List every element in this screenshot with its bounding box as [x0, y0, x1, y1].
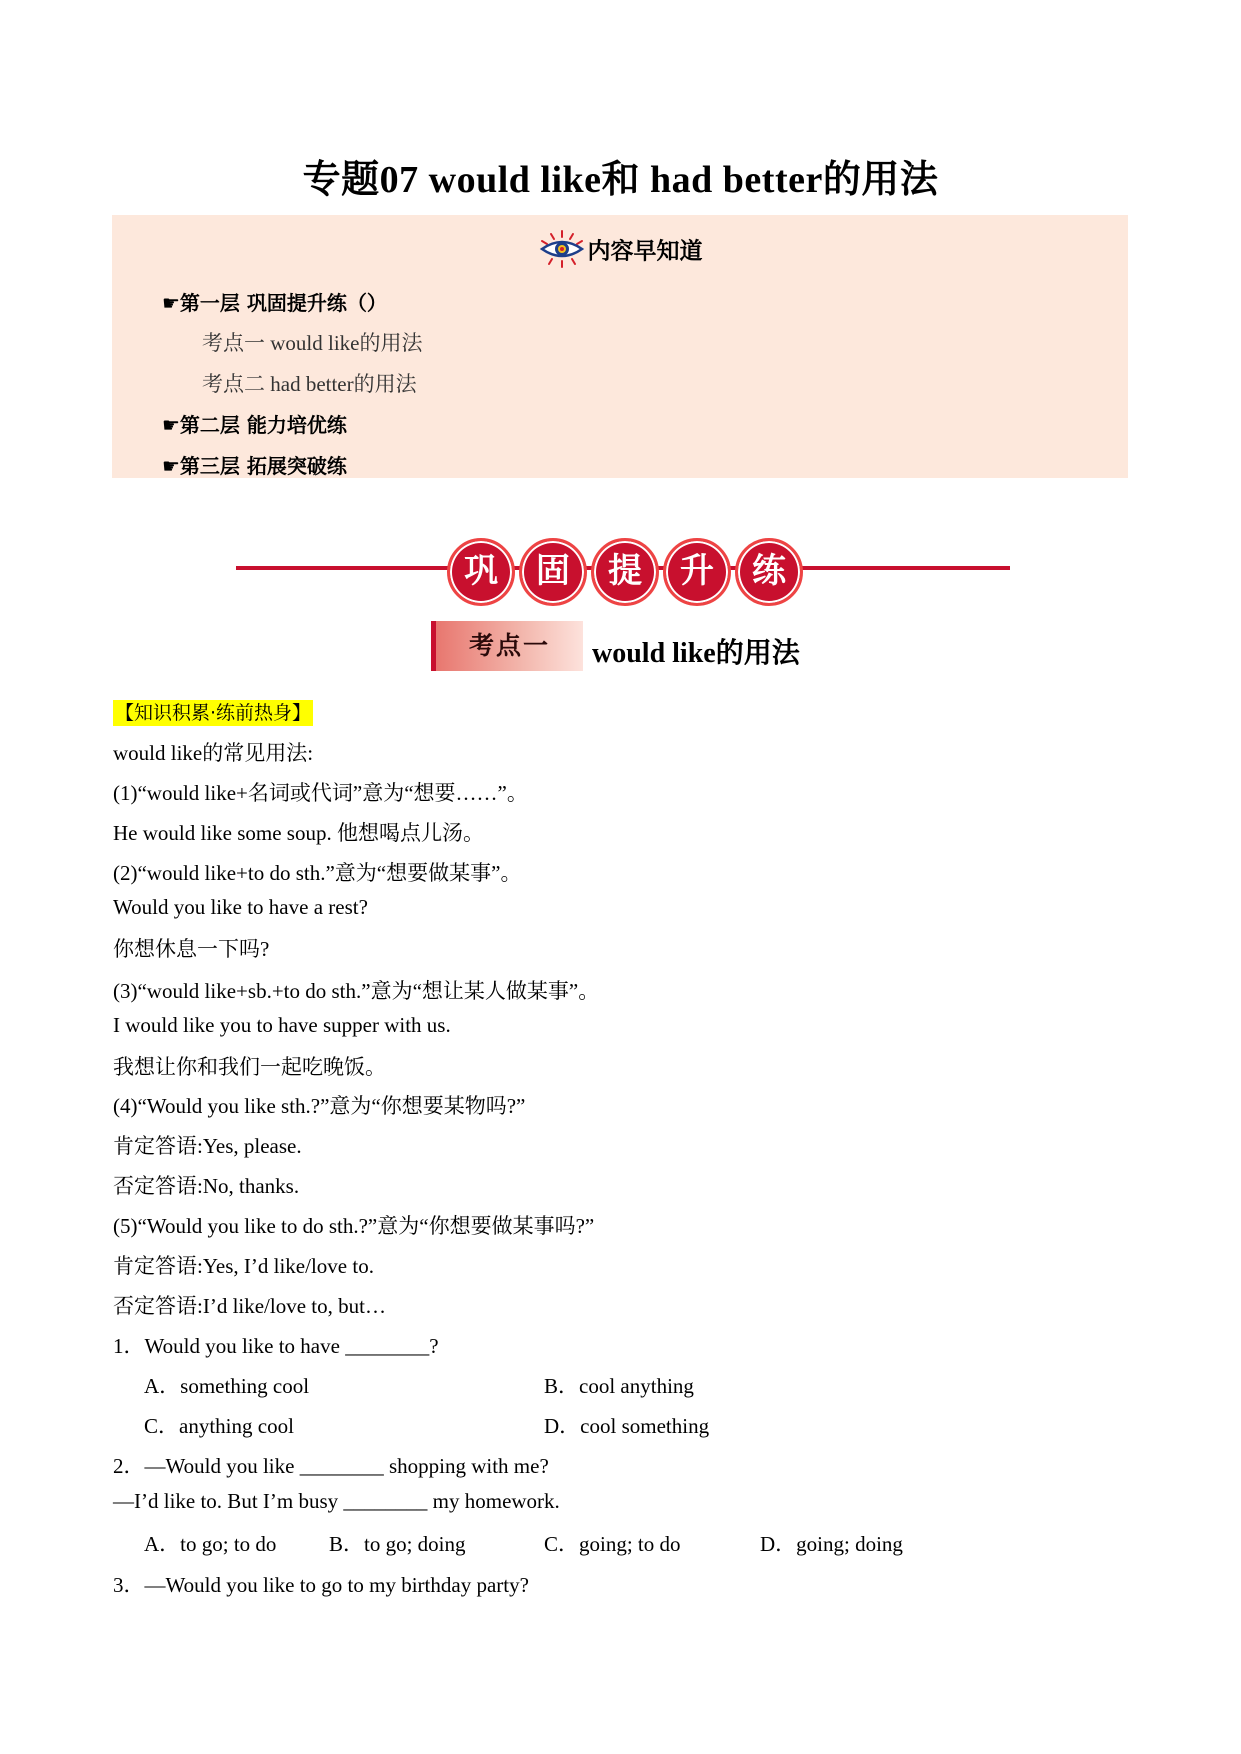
q2-option-c[interactable]: C．going; to do [544, 1532, 681, 1556]
question-2: 2．—Would you like ________ shopping with me? [113, 1454, 549, 1478]
question-1: 1．Would you like to have ________? [113, 1334, 439, 1358]
knowledge-label [113, 698, 313, 725]
banner-char: 巩 [447, 538, 515, 606]
body-line: (2)“would like+to do sth.”意为“想要做某事”。 [113, 861, 522, 885]
toc-item-layer-1[interactable]: ☛第一层 巩固提升练（） [162, 291, 387, 315]
banner-char: 练 [735, 538, 803, 606]
question-3: 3．—Would you like to go to my birthday party? [113, 1573, 529, 1597]
q1-option-d[interactable]: D．cool something [544, 1414, 710, 1438]
toc-item-kaodian-1[interactable]: 考点一 would like的用法 [202, 331, 423, 355]
body-line: (3)“would like+sb.+to do sth.”意为“想让某人做某事”。 [113, 979, 600, 1003]
toc-item-layer-3[interactable]: ☛第三层 拓展突破练 [162, 454, 347, 478]
q1-option-b[interactable]: B．cool anything [544, 1374, 694, 1398]
body-line: (1)“would like+名词或代词”意为“想要……”。 [113, 781, 528, 805]
toc-box [112, 215, 1128, 478]
banner-char: 固 [519, 538, 587, 606]
body-line: (4)“Would you like sth.?”意为“你想要某物吗?” [113, 1094, 526, 1118]
banner-char: 升 [663, 538, 731, 606]
body-line: would like的常见用法: [113, 741, 314, 765]
q2-option-d[interactable]: D．going; doing [760, 1532, 903, 1556]
knowledge-label-text: 【知识积累·练前热身】 [115, 702, 312, 724]
question-2-response: —I’d like to. But I’m busy ________ my homework. [113, 1489, 560, 1513]
page-title: 专题07 would like和 had better的用法 [302, 159, 939, 201]
body-line: Would you like to have a rest? [113, 895, 368, 919]
body-line: 我想让你和我们一起吃晚饭。 [113, 1055, 386, 1079]
toc-heading-text: 内容早知道 [587, 238, 703, 265]
body-line: 肯定答语:Yes, I’d like/love to. [113, 1254, 374, 1278]
body-line: 肯定答语:Yes, please. [113, 1134, 302, 1158]
body-line: He would like some soup. 他想喝点儿汤。 [113, 821, 484, 845]
toc-heading [112, 229, 1128, 269]
q1-option-c[interactable]: C．anything cool [144, 1414, 294, 1438]
q2-option-b[interactable]: B．to go; doing [329, 1532, 466, 1556]
eye-icon [538, 229, 586, 269]
banner-char: 提 [591, 538, 659, 606]
body-line: 否定答语:I’d like/love to, but… [113, 1294, 386, 1318]
q1-option-a[interactable]: A．something cool [144, 1374, 310, 1398]
toc-item-kaodian-2[interactable]: 考点二 had better的用法 [202, 372, 417, 396]
toc-item-layer-2[interactable]: ☛第二层 能力培优练 [162, 413, 347, 437]
q2-option-a[interactable]: A．to go; to do [144, 1532, 277, 1556]
body-line: I would like you to have supper with us. [113, 1013, 451, 1037]
body-line: 你想休息一下吗? [113, 937, 270, 961]
kaodian-tag: 考点一 [431, 621, 583, 671]
kaodian-title: would like的用法 [592, 638, 800, 669]
body-line: (5)“Would you like to do sth.?”意为“你想要做某事吗?” [113, 1214, 595, 1238]
body-line: 否定答语:No, thanks. [113, 1174, 300, 1198]
